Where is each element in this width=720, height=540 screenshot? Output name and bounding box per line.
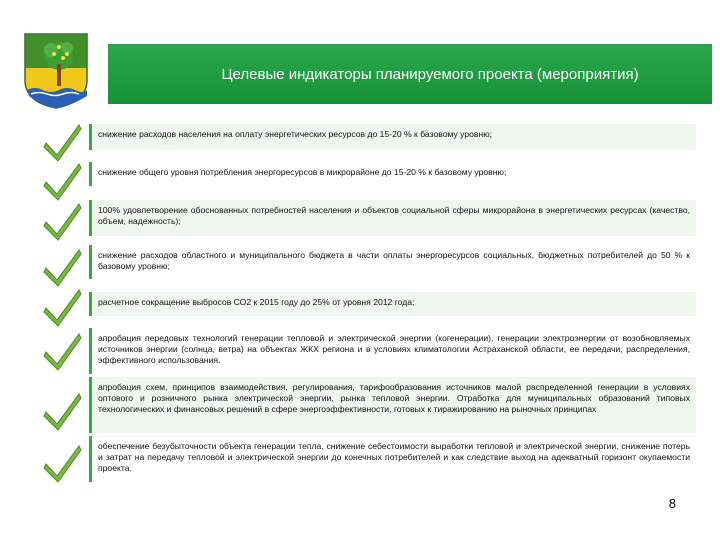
indicator-item: снижение общего уровня потребления энергоресурсов в микрорайоне до 15-20 % к базовому уровню; [89,162,696,186]
checkmark-icon [40,158,84,202]
checkmark-icon [40,328,84,372]
checkmark-icon [40,198,84,242]
checkmark-icon [40,244,84,288]
indicator-item: обеспечение безубыточности объекта генерации тепла, снижение себестоимости выработки тепловой и электрической энергии, снижение потерь и затрат на передачу тепловой и электрической энергии до конечных потребителей и как следствие выход на адекватный горизонт окупаемости проекта. [89,436,696,482]
indicator-item: снижение расходов населения на оплату энергетических ресурсов до 15-20 % к базовому уровню; [89,124,696,150]
indicator-item: 100% удовлетворение обоснованных потребностей населения и объектов социальной сферы микрорайона в энергетических ресурсах (качество, объем, надежность); [89,200,696,236]
indicator-item: расчетное сокращение выбросов СО2 к 2015 году до 25% от уровня 2012 года; [89,292,696,316]
checkmark-icon [40,440,84,484]
checkmark-icon [40,388,84,432]
indicator-item: снижение расходов областного и муниципального бюджета в части оплаты энергоресурсов социальных, бюджетных потребителей до 50 % к базовому уровню; [89,245,696,279]
indicator-item: апробация передовых технологий генерации тепловой и электрической энергии (когенерации), генерации электроэнергии от возобновляемых источников энергии (солнца, ветра) на объектах ЖКХ региона и в условиях климатологии Астраханской области, ее передачи, распределения, эффективного использования. [89,328,696,374]
checkmark-icon [40,119,84,163]
page-title: Целевые индикаторы планируемого проекта (мероприятия) [221,65,639,83]
page-number: 8 [668,496,676,511]
header-banner [108,44,712,104]
checkmark-icon [40,284,84,328]
indicator-item: апробация схем, принципов взаимодействия, регулирования, тарифообразования источников малой распределенной генерации в условиях оптового и розничного рынка электрической энергии, рынка тепловой энергии. Отработка для муниципальных образований типовых технологических и финансовых решений в сфере энергоэффективности, готовых к тиражированию на рыночных принципах [89,377,696,433]
city-coat-of-arms [21,30,91,110]
